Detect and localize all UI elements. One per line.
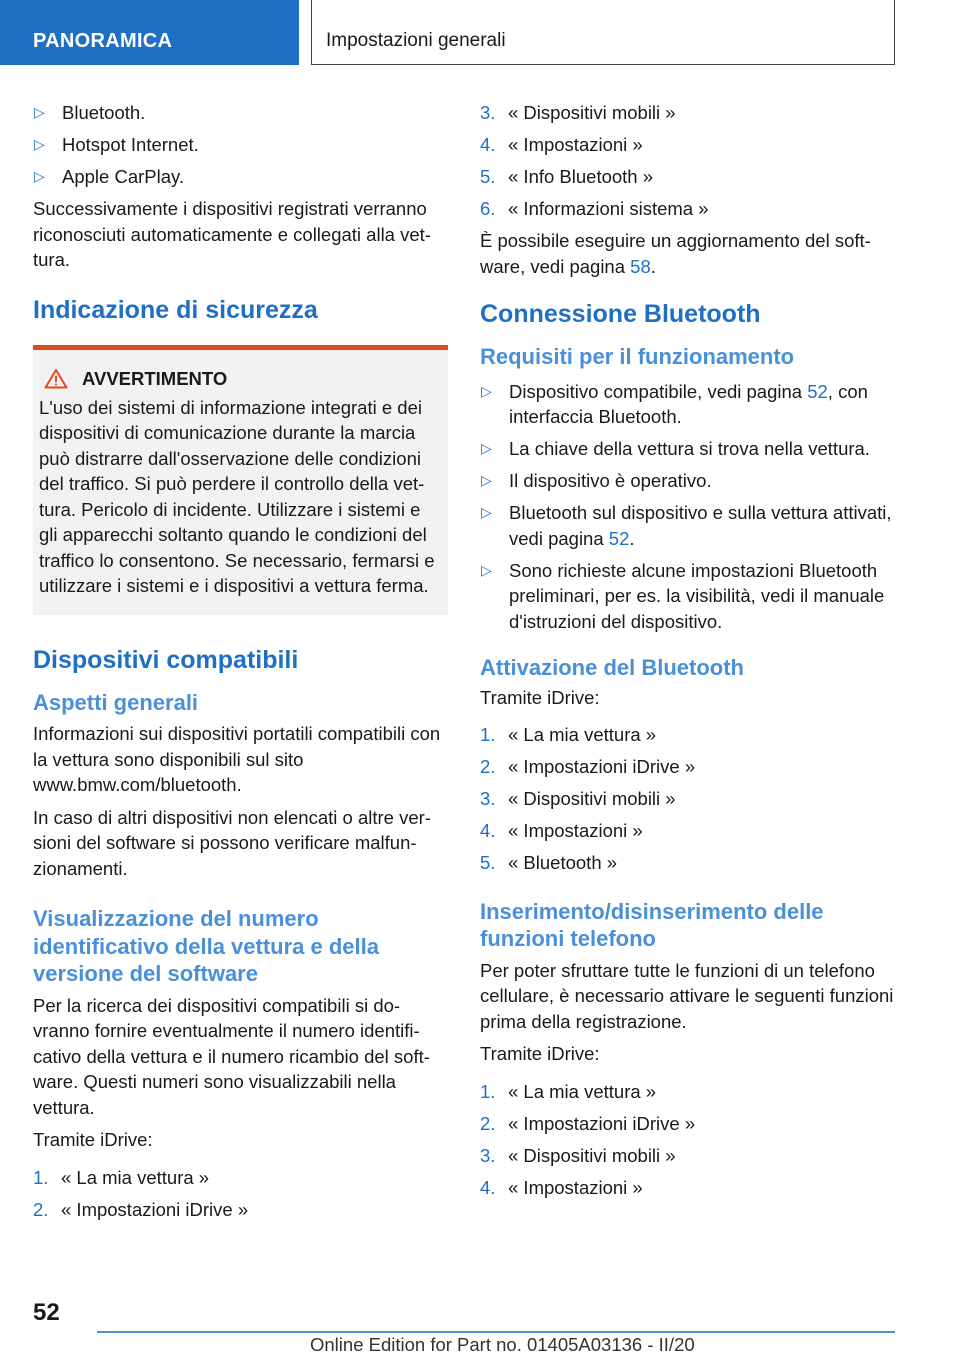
- general-paragraph-1: Informazioni sui dispositivi portatili compatibili con la vettura sono disponibili sul sito www.bmw.com/bluetooth.: [33, 723, 441, 795]
- idrive-label: Tramite iDrive:: [33, 1129, 153, 1150]
- step-item: 1. « La mia vettura »: [33, 1166, 210, 1188]
- step-item: 3. « Dispositivi mobili »: [480, 1144, 676, 1166]
- step-item: 3. « Dispositivi mobili »: [480, 102, 676, 123]
- triangle-bullet-icon: ▷: [34, 168, 45, 184]
- step-item: 4. « Impostazioni »: [480, 820, 643, 841]
- step-item: 2. « Impostazioni iDrive »: [480, 1112, 696, 1134]
- step-item: 4. « Impostazioni »: [480, 134, 643, 155]
- triangle-bullet-icon: ▷: [34, 136, 45, 152]
- left-column: [33, 100, 448, 1229]
- idrive-label: Tramite iDrive:: [480, 1043, 600, 1064]
- list-item: ▷ Dispositivo compatibile, vedi pagina 52, con interfaccia Bluetooth.: [481, 380, 868, 427]
- triangle-bullet-icon: ▷: [481, 504, 492, 520]
- page-link[interactable]: 58: [630, 255, 651, 277]
- step-item: 1. « La mia vettura »: [480, 724, 657, 745]
- requirements-heading: Requisiti per il funzionamento: [480, 344, 795, 369]
- list-item: ▷ La chiave della vettura si trova nella vettura.: [480, 436, 895, 462]
- section-tab: [0, 0, 299, 65]
- triangle-bullet-icon: ▷: [481, 561, 492, 578]
- page-number: 52: [33, 1299, 60, 1326]
- list-item: ▷ Bluetooth sul dispositivo e sulla vettura attivati, vedi pagina 52.: [481, 502, 892, 549]
- warning-header: [39, 366, 436, 392]
- phone-paragraph: Per poter sfruttare tutte le funzioni di un telefono cellulare, è necessario attivare le seguenti funzioni prima della registrazione.: [480, 959, 894, 1032]
- page-link[interactable]: 52: [807, 380, 828, 402]
- step-item: 5. « Info Bluetooth »: [480, 166, 654, 187]
- step-item: 5. « Bluetooth »: [480, 852, 618, 873]
- warning-title: AVVERTIMENTO: [82, 367, 228, 389]
- edition-footer: Online Edition for Part no. 01405A03136 - II/20: [310, 1334, 695, 1355]
- chapter-tab: [311, 0, 895, 65]
- connection-heading: Connessione Bluetooth: [480, 300, 761, 328]
- safety-heading: Indicazione di sicurezza: [33, 295, 318, 324]
- right-column: [480, 100, 895, 1207]
- triangle-bullet-icon: ▷: [34, 104, 45, 120]
- warning-text: L'uso dei sistemi di informazione integrati e dei dispositivi di comunicazione durante la marcia può distrarre dall'osservazione delle condizioni del traffico. Si può perdere il controllo della vettura. Pericolo di incidente. Utilizzare i sistemi e gli apparecchi soltanto quando le condizioni del traffico lo consentono. Se necessario, fermarsi e utilizzare i sistemi e i dispositivi a vettura ferma.: [39, 396, 435, 596]
- vin-paragraph: Per la ricerca dei dispositivi compatibili si dovranno fornire eventualmente il numero identificativo della vettura e il numero ricambio del software. Questi numeri sono visualizzabili nella vettura.: [33, 994, 430, 1118]
- section-title: PANORAMICA: [33, 30, 173, 52]
- idrive-label: Tramite iDrive:: [480, 686, 600, 708]
- general-heading: Aspetti generali: [33, 689, 199, 715]
- triangle-bullet-icon: ▷: [481, 382, 492, 399]
- step-item: 3. « Dispositivi mobili »: [480, 788, 676, 809]
- list-item: ▷ Hotspot Internet.: [33, 132, 448, 158]
- update-paragraph: È possibile eseguire un aggiornamento del software, vedi pagina 58.: [480, 230, 871, 277]
- step-item: 4. « Impostazioni »: [480, 1176, 643, 1198]
- activation-heading: Attivazione del Bluetooth: [480, 655, 744, 680]
- phone-functions-heading: Inserimento/disinserimento delle funzioni telefono: [480, 898, 824, 951]
- triangle-bullet-icon: ▷: [481, 440, 492, 456]
- list-item: ▷ Apple CarPlay.: [33, 164, 448, 190]
- step-item: 1. « La mia vettura »: [480, 1080, 657, 1102]
- intro-paragraph: Successivamente i dispositivi registrati verranno riconosciuti automaticamente e collegati alla vettura.: [33, 198, 431, 270]
- list-item: ▷ Il dispositivo è operativo.: [480, 468, 895, 494]
- vin-heading: Visualizzazione del numero identificativo della vettura e della versione del software: [33, 906, 379, 986]
- footer-divider: [97, 1331, 895, 1333]
- step-item: 2. « Impostazioni iDrive »: [480, 756, 696, 777]
- step-item: 6. « Informazioni sistema »: [480, 198, 709, 219]
- page-link[interactable]: 52: [608, 527, 630, 549]
- warning-box: [33, 345, 448, 615]
- step-item: 2. « Impostazioni iDrive »: [33, 1198, 249, 1220]
- list-item: ▷ Sono richieste alcune impostazioni Bluetooth preliminari, per es. la visibilità, vedi il manuale d'istruzioni del dispositivo.: [481, 559, 885, 632]
- chapter-title: Impostazioni generali: [326, 30, 506, 51]
- general-paragraph-2: In caso di altri dispositivi non elencati o altre versioni del software si possono verificare malfunzionamenti.: [33, 806, 431, 879]
- list-item: ▷ Bluetooth.: [33, 100, 448, 126]
- triangle-bullet-icon: ▷: [481, 472, 492, 488]
- compat-heading: Dispositivi compatibili: [33, 645, 299, 674]
- warning-triangle-icon: [44, 368, 68, 389]
